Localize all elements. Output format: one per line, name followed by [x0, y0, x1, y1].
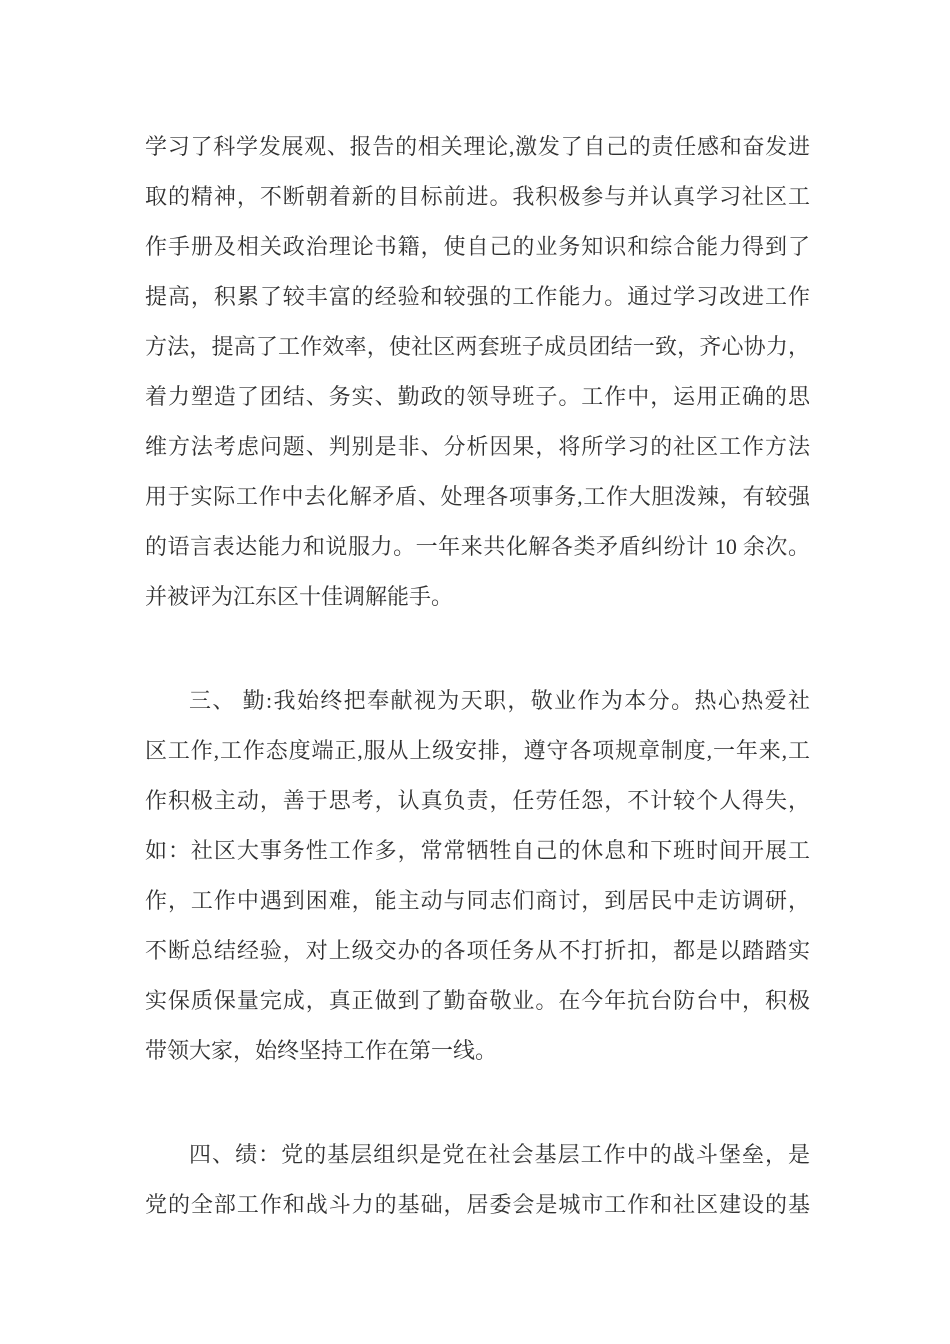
- text-line: 方法，提高了工作效率，使社区两套班子成员团结一致，齐心协力，: [145, 334, 810, 359]
- text-line: 维方法考虑问题、判别是非、分析因果，将所学习的社区工作方法: [145, 434, 810, 459]
- text-line: 四、绩：党的基层组织是党在社会基层工作中的战斗堡垒，是: [189, 1142, 810, 1167]
- text-line: 提高，积累了较丰富的经验和较强的工作能力。通过学习改进工作: [145, 284, 810, 309]
- paragraph: [145, 676, 810, 1076]
- document-body: [145, 122, 810, 1230]
- text-line: 带领大家，始终坚持工作在第一线。: [145, 1038, 498, 1063]
- text-line: 取的精神，不断朝着新的目标前进。我积极参与并认真学习社区工: [145, 184, 810, 209]
- text-line: 学习了科学发展观、报告的相关理论,激发了自己的责任感和奋发进: [145, 134, 810, 159]
- text-line: 党的全部工作和战斗力的基础，居委会是城市工作和社区建设的基: [145, 1192, 810, 1217]
- text-line: 三、 勤:我始终把奉献视为天职，敬业作为本分。热心热爱社: [189, 688, 810, 713]
- paragraph: [145, 122, 810, 622]
- text-line: 不断总结经验，对上级交办的各项任务从不打折扣，都是以踏踏实: [145, 938, 810, 963]
- text-line: 用于实际工作中去化解矛盾、处理各项事务,工作大胆泼辣，有较强: [145, 484, 810, 509]
- text-line: 的语言表达能力和说服力。一年来共化解各类矛盾纠纷计 10 余次。: [145, 534, 810, 559]
- text-line: 并被评为江东区十佳调解能手。: [145, 584, 454, 609]
- text-line: 实保质保量完成，真正做到了勤奋敬业。在今年抗台防台中，积极: [145, 988, 810, 1013]
- text-line: 作积极主动，善于思考，认真负责，任劳任怨，不计较个人得失，: [145, 788, 810, 813]
- text-line: 作，工作中遇到困难，能主动与同志们商讨，到居民中走访调研，: [145, 888, 810, 913]
- text-line: 作手册及相关政治理论书籍，使自己的业务知识和综合能力得到了: [145, 234, 810, 259]
- text-line: 着力塑造了团结、务实、勤政的领导班子。工作中，运用正确的思: [145, 384, 810, 409]
- paragraph: [145, 1130, 810, 1230]
- text-line: 区工作,工作态度端正,服从上级安排，遵守各项规章制度,一年来,工: [145, 738, 810, 763]
- text-line: 如：社区大事务性工作多，常常牺牲自己的休息和下班时间开展工: [145, 838, 810, 863]
